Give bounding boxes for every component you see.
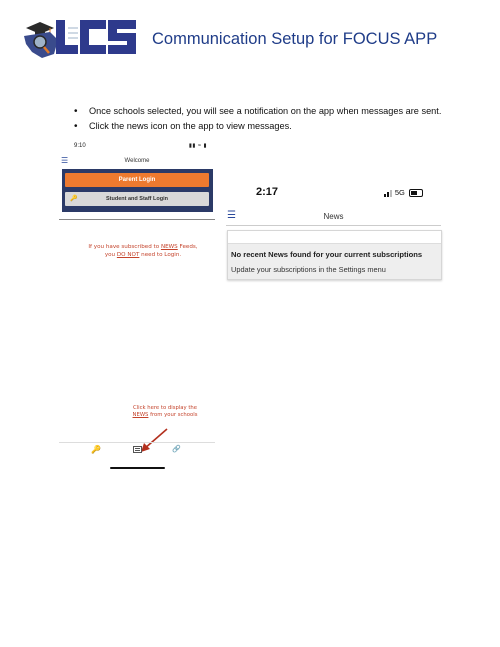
staff-login-label: Student and Staff Login — [105, 196, 169, 202]
instruction-list — [72, 104, 472, 134]
note-do-not: DO NOT — [116, 251, 140, 258]
callout-text: from your schools — [148, 412, 198, 418]
battery-icon — [409, 189, 423, 197]
welcome-screen-screenshot — [59, 140, 215, 475]
home-indicator — [110, 467, 165, 469]
signal-icon — [384, 188, 393, 197]
login-tab-key-icon[interactable]: 🔑 — [91, 445, 101, 454]
arrow-icon — [139, 427, 169, 453]
note-text: Feeds, — [177, 244, 198, 250]
no-news-message: No recent News found for your current subscriptions — [231, 250, 423, 259]
status-icons: ▮▮ ≈ ▮ — [188, 143, 207, 149]
key-icon: 🔑 — [70, 196, 78, 202]
update-subscriptions-hint: Update your subscriptions in the Settings menu — [231, 265, 386, 274]
news-tab-icon[interactable] — [133, 446, 142, 453]
divider — [59, 219, 215, 220]
hamburger-menu-icon[interactable]: ☰ — [61, 156, 69, 165]
document-title: Communication Setup for FOCUS APP — [152, 30, 438, 48]
login-panel — [62, 169, 213, 212]
parent-login-button[interactable]: Parent Login — [65, 173, 209, 187]
lcs-logo — [20, 14, 138, 60]
note-text: need to Login. — [139, 251, 182, 258]
hamburger-menu-icon[interactable]: ☰ — [227, 210, 236, 221]
news-screen-screenshot — [226, 180, 441, 285]
instruction-item: • Once schools selected, you will see a notification on the app when messages are sent. — [72, 104, 472, 119]
header-divider — [226, 225, 441, 226]
logo-letters: LCS — [20, 14, 22, 15]
screen-title: News — [323, 212, 344, 221]
status-time: 2:17 — [256, 186, 279, 198]
tab-bar-divider — [59, 442, 215, 443]
instruction-item: • Click the news icon on the app to view messages. — [72, 119, 472, 134]
news-callout — [125, 405, 205, 419]
screen-title: Welcome — [124, 158, 150, 164]
staff-login-button[interactable] — [65, 192, 209, 206]
news-empty-state — [227, 230, 442, 280]
callout-text: Click here to display the — [132, 405, 198, 411]
note-text: If you have subscribed to — [88, 244, 161, 250]
subscription-note — [73, 244, 213, 259]
note-text: you — [104, 251, 117, 258]
note-news: NEWS — [160, 244, 178, 250]
status-time: 9:10 — [74, 143, 86, 149]
news-box-top — [228, 231, 441, 244]
callout-news: NEWS — [132, 412, 149, 418]
links-tab-chain-icon[interactable]: 🔗 — [172, 446, 181, 453]
network-label: 5G — [394, 188, 405, 197]
status-icons — [384, 188, 423, 197]
